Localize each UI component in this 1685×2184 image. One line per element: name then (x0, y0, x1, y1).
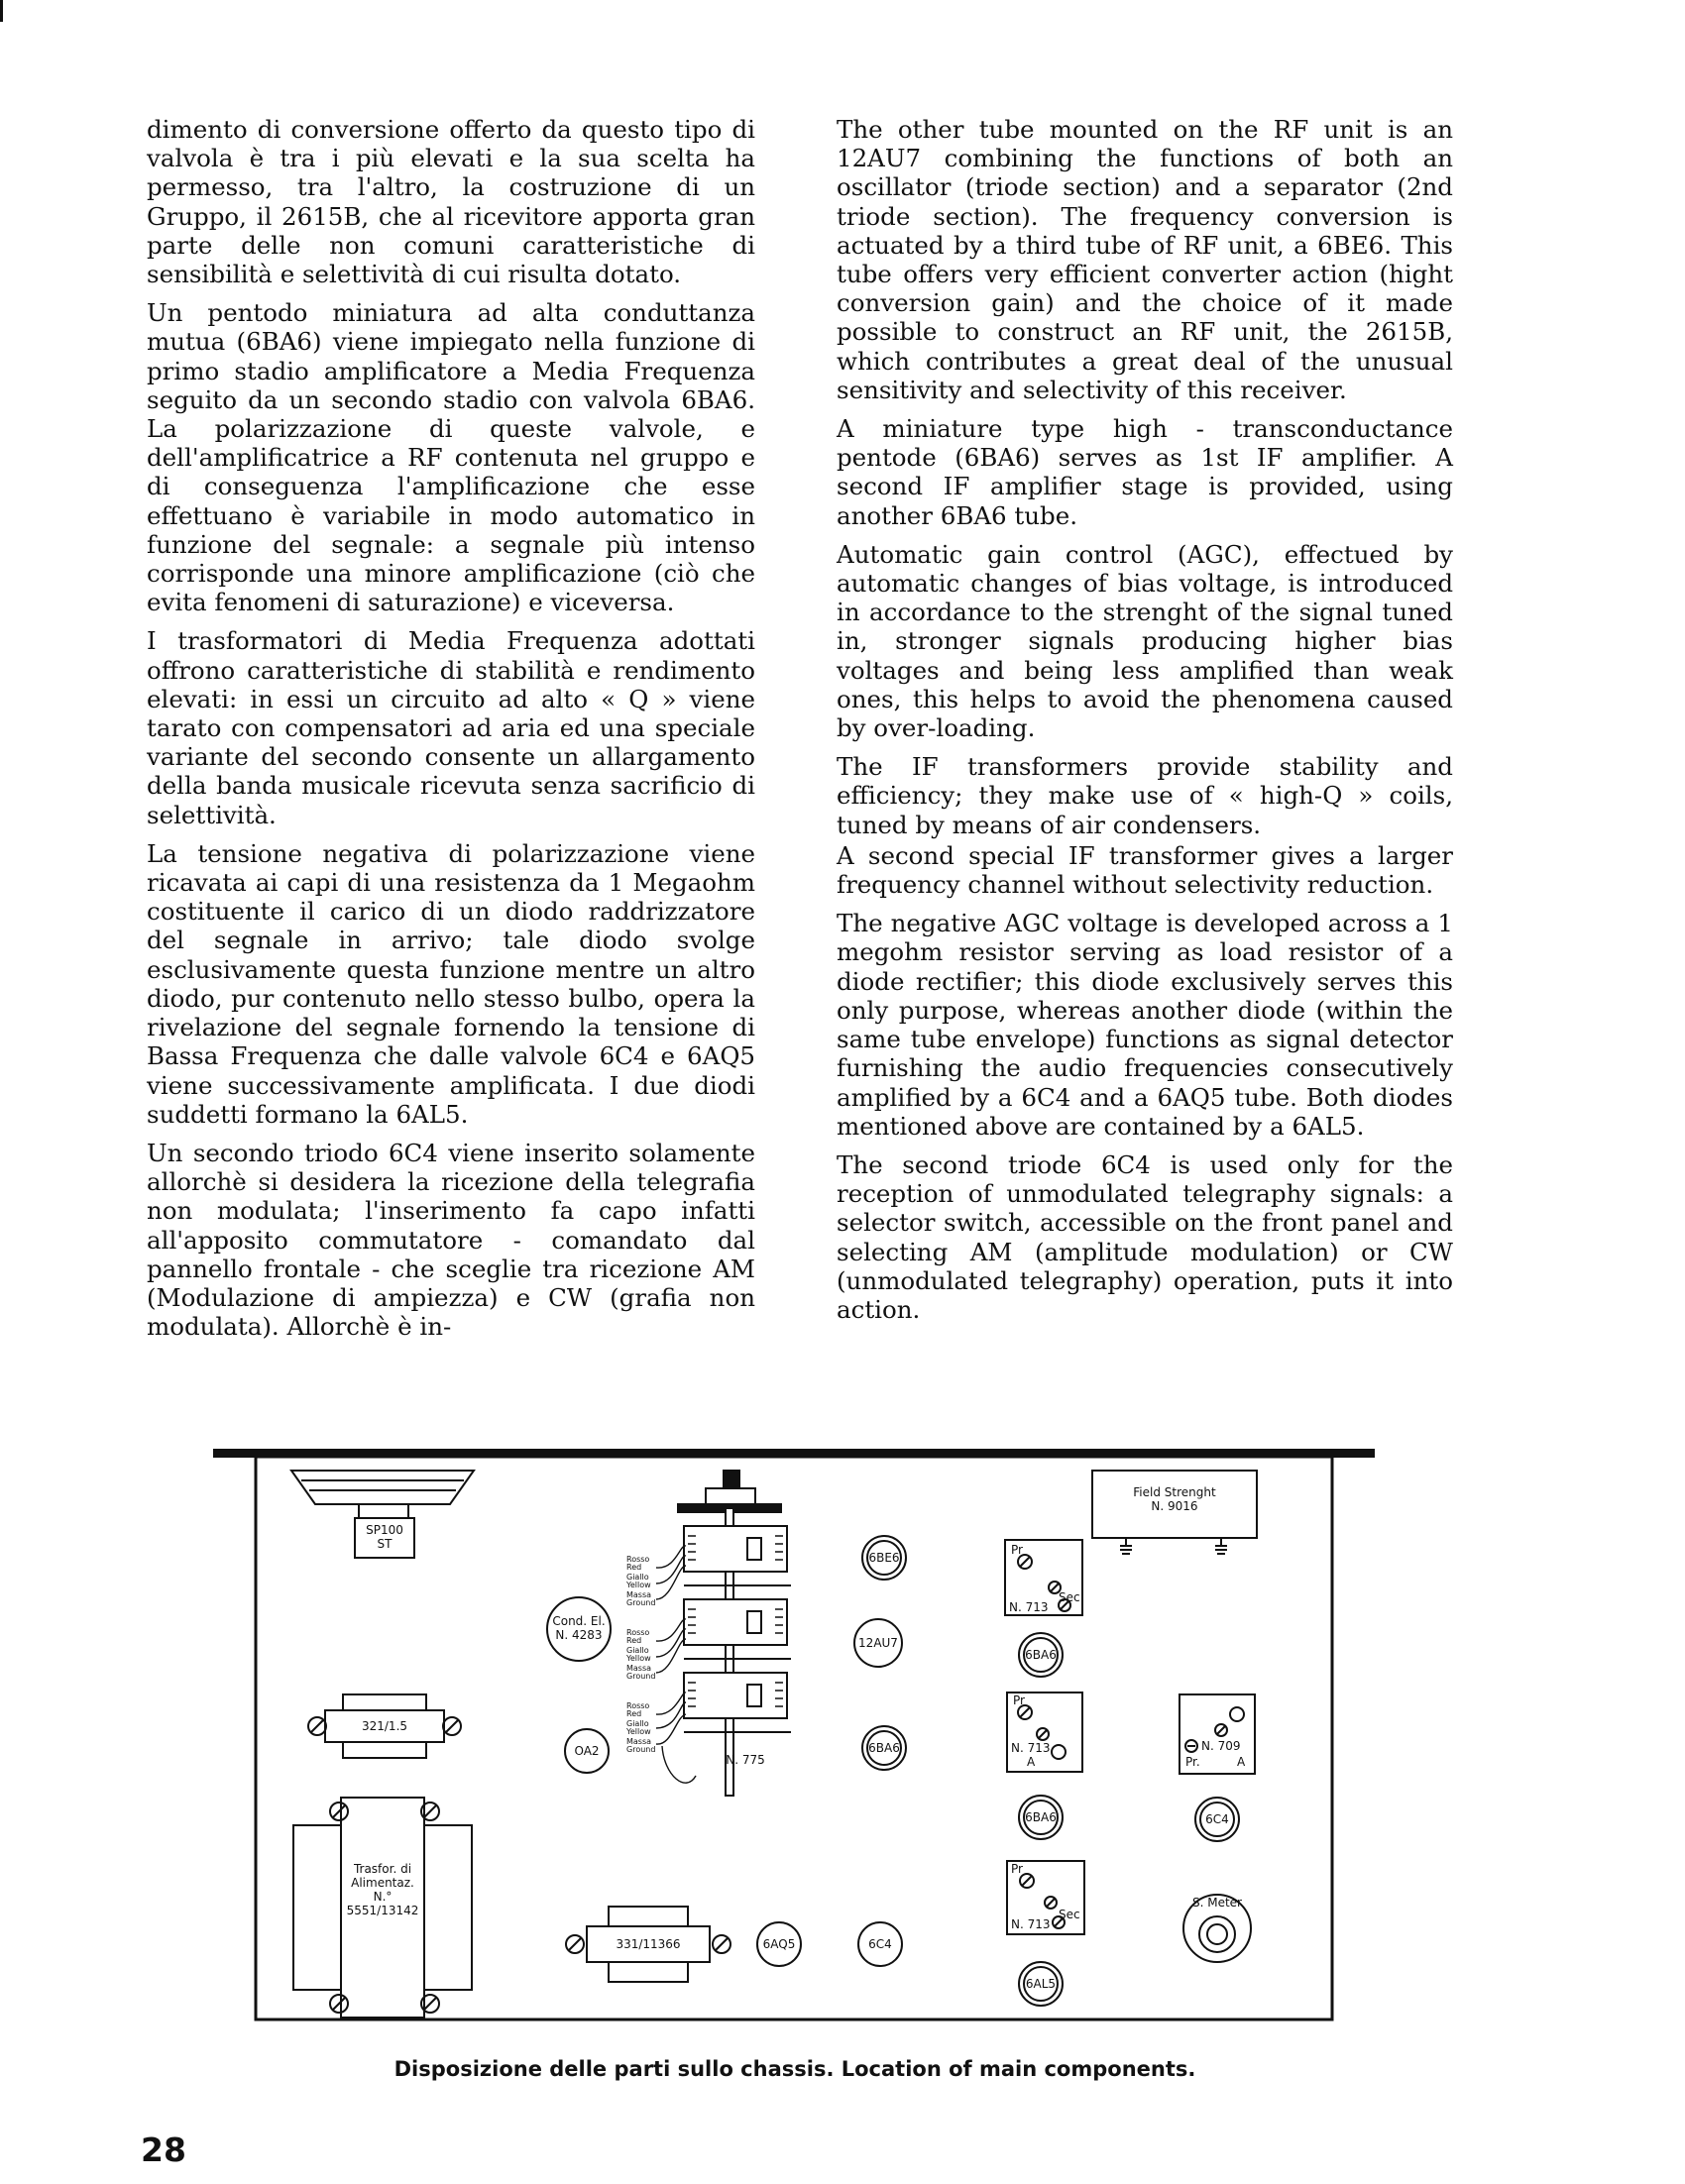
if-label: Pr (1011, 1862, 1023, 1876)
tube-label: OA2 (574, 1744, 600, 1758)
wire-label: Ground (626, 1598, 656, 1607)
field-strength-label: N. 9016 (1151, 1499, 1198, 1513)
paragraph: Automatic gain control (AGC), effectued by automatic changes of bias voltage, is introduced in accordance to the strenght of the signal tuned in, stronger signals producing higher bias voltages and being less amplified than weak ones, this helps to avoid the phenomena caused by over-loading. (837, 539, 1453, 743)
electrolytic-capacitor (547, 1597, 611, 1661)
page-number: 28 (141, 2130, 186, 2169)
transformer-label: N.° (373, 1890, 393, 1904)
choke-label: 321/1.5 (361, 1719, 408, 1733)
paragraph: Un secondo triodo 6C4 viene inserito solamente allorchè si desidera la ricezione della telegrafia non modulata; l'inserimento fa capo infatti all'apposito commutatore - comandato dal pannello frontale - che sceglie tra ricezione AM (Modulazione di ampiezza) e CW (grafia non modulata). Allorchè è in- (147, 1138, 755, 1342)
if-transformer-1 (1005, 1540, 1082, 1615)
tube-6be6 (862, 1536, 906, 1580)
transformer-label: Trasfor. di (353, 1862, 412, 1876)
if-label: N. 713 (1011, 1741, 1051, 1755)
wire-label: Massa (626, 1664, 652, 1673)
if-transformer-3 (1007, 1861, 1084, 1934)
if-label: N. 709 (1201, 1739, 1241, 1753)
tube-label: 6BA6 (868, 1741, 900, 1755)
tube-label: 6AL5 (1025, 1977, 1057, 1991)
tube-label: 6C4 (868, 1937, 892, 1951)
field-strength-label: Field Strenght (1133, 1485, 1216, 1499)
paragraph: Un pentodo miniatura ad alta conduttanza mutua (6BA6) viene impiegato nella funzione di primo stadio amplificatore a Media Frequenza seguito da un secondo stadio con valvola 6BA6. La polarizzazione di queste valvole, e dell'amplificatrice a RF contenuta nel gruppo e di conseguenza l'amplificazione che esse effettuano è variabile in modo automatico in funzione del segnale: a segnale più intenso corrisponde una minore amplificazione (ciò che evita fenomeni di saturazione) e viceversa. (147, 298, 755, 617)
tube-label: 6BA6 (1025, 1810, 1057, 1824)
page-edge-mark (0, 0, 3, 22)
wire-label: Yellow (626, 1654, 651, 1663)
paragraph: The negative AGC voltage is developed across a 1 megohm resistor serving as load resistor of a diode rectifier; this diode exclusively serves this only purpose, whereas another diode (within the same tube envelope) functions as signal detector furnishing the audio frequencies consecutively amplified by a 6C4 and a 6AQ5 tube. Both diodes mentioned above are contained by a 6AL5. (837, 909, 1453, 1141)
wire-harness (656, 1546, 696, 1783)
transformer-label: 5551/13142 (346, 1904, 419, 1917)
wire-label: Giallo (626, 1573, 649, 1582)
tube-6c4-right (1195, 1798, 1239, 1841)
tube-label: 12AU7 (858, 1636, 898, 1650)
tube-label: 6BE6 (868, 1551, 900, 1565)
wire-label: Massa (626, 1590, 652, 1599)
wire-label: Rosso (626, 1701, 650, 1710)
wire-label: Giallo (626, 1646, 649, 1655)
tube-6al5 (1019, 1962, 1063, 2006)
capacitor-label: N. 4283 (555, 1628, 603, 1642)
s-meter-label: S. Meter (1191, 1896, 1243, 1910)
paragraph: La tensione negativa di polarizzazione viene ricavata ai capi di una resistenza da 1 Megaohm costituente il carico di un diodo raddrizzatore del segnale in arrivo; tale diodo svolge esclusivamente questa funzione mentre un altro diodo, pur contenuto nello stesso bulbo, opera la rivelazione del segnale fornendo la tensione di Bassa Frequenza che dalle valvole 6C4 e 6AQ5 viene successivamente amplificata. I due diodi suddetti formano la 6AL5. (147, 838, 755, 1129)
tube-6aq5 (757, 1922, 801, 1966)
if-label: A (1237, 1755, 1246, 1769)
if-label: Sec (1059, 1590, 1080, 1604)
wire-label: Red (626, 1636, 642, 1645)
speaker (291, 1471, 474, 1558)
paragraph: The other tube mounted on the RF unit is an 12AU7 combining the functions of both an oscillator (triode section) and a separator (2nd triode section). The frequency conversion is actuated by a third tube of RF unit, a 6BE6. This tube offers very efficient converter action (hight conversion gain) and the choice of it made possible to construct an RF unit, the 2615B, which contributes a great deal of the unusual sensitivity and selectivity of this receiver. (837, 115, 1453, 404)
transformer-label: Alimentaz. (351, 1876, 414, 1890)
transformer-label: 331/11366 (616, 1937, 681, 1951)
if-transformer-709 (1180, 1694, 1255, 1774)
wire-label: Yellow (626, 1727, 651, 1736)
tube-6ba6-if2 (1019, 1796, 1063, 1839)
if-label: N. 713 (1009, 1600, 1049, 1614)
wire-label: Massa (626, 1737, 652, 1746)
paragraph: A miniature type high - transconductance pentode (6BA6) serves as 1st IF amplifier. A second IF amplifier stage is provided, using another 6BA6 tube. (837, 414, 1453, 530)
capacitor-label: Cond. El. (552, 1614, 606, 1628)
if-label: Pr (1013, 1693, 1025, 1707)
tube-6ba6-if1 (1019, 1633, 1063, 1677)
chassis-layout-diagram (210, 1449, 1380, 2043)
speaker-label: SP100 (366, 1523, 403, 1537)
wire-label: Giallo (626, 1719, 649, 1728)
tube-label: 6BA6 (1025, 1648, 1057, 1662)
tube-6ba6-rf (862, 1726, 906, 1770)
paragraph: A second special IF transformer gives a larger frequency channel without selectivity reduction. (837, 840, 1453, 900)
power-transformer (293, 1798, 472, 2018)
if-transformer-2 (1007, 1693, 1082, 1772)
if-label: Pr (1011, 1543, 1023, 1557)
if-label: Pr. (1185, 1755, 1200, 1769)
paragraph: The second triode 6C4 is used only for the reception of unmodulated telegraphy signals: a selector switch, accessible on the front panel and selecting AM (amplitude modulation) or CW (unmodulated telegraphy) operation, puts it into action. (837, 1149, 1453, 1324)
s-meter (1183, 1895, 1251, 1962)
wire-label: Rosso (626, 1628, 650, 1637)
italian-text-column (147, 115, 755, 1351)
filter-choke (308, 1694, 461, 1758)
wire-label: Yellow (626, 1581, 651, 1589)
english-text-column (837, 115, 1453, 1334)
wire-label: Red (626, 1709, 642, 1718)
paragraph: dimento di conversione offerto da questo tipo di valvola è tra i più elevati e la sua scelta ha permesso, tra l'altro, la costruzione di un Gruppo, il 2615B, che al ricevitore apporta gran parte delle non comuni caratteristiche di sensibilità e selettività di cui risulta dotato. (147, 115, 755, 289)
wire-label: Red (626, 1563, 642, 1572)
field-strength-unit (1092, 1471, 1257, 1554)
if-label: A (1027, 1755, 1036, 1769)
wire-label: Ground (626, 1672, 656, 1681)
speaker-label: ST (377, 1537, 393, 1551)
tube-label: 6AQ5 (762, 1937, 796, 1951)
tube-oa2 (565, 1729, 609, 1773)
rf-unit (678, 1471, 791, 1796)
rf-unit-label: N. 775 (726, 1753, 765, 1767)
wire-label: Ground (626, 1745, 656, 1754)
if-label: N. 713 (1011, 1917, 1051, 1931)
paragraph: The IF transformers provide stability and efficiency; they make use of « high-Q » coils, tuned by means of air condensers. (837, 752, 1453, 839)
tube-6c4 (858, 1922, 902, 1966)
if-label: Sec (1059, 1908, 1080, 1921)
tube-label: 6C4 (1205, 1812, 1229, 1826)
output-transformer (566, 1907, 730, 1982)
wire-label: Rosso (626, 1555, 650, 1564)
paragraph: I trasformatori di Media Frequenza adottati offrono caratteristiche di stabilità e rendimento elevati: in essi un circuito ad alto « Q » viene tarato con compensatori ad aria ed una speciale variante del secondo consente un allargamento della banda musicale ricevuta senza sacrificio di selettività. (147, 626, 755, 829)
tube-12au7 (854, 1619, 902, 1667)
figure-caption: Disposizione delle parti sullo chassis. Location of main components. (393, 2057, 1196, 2081)
